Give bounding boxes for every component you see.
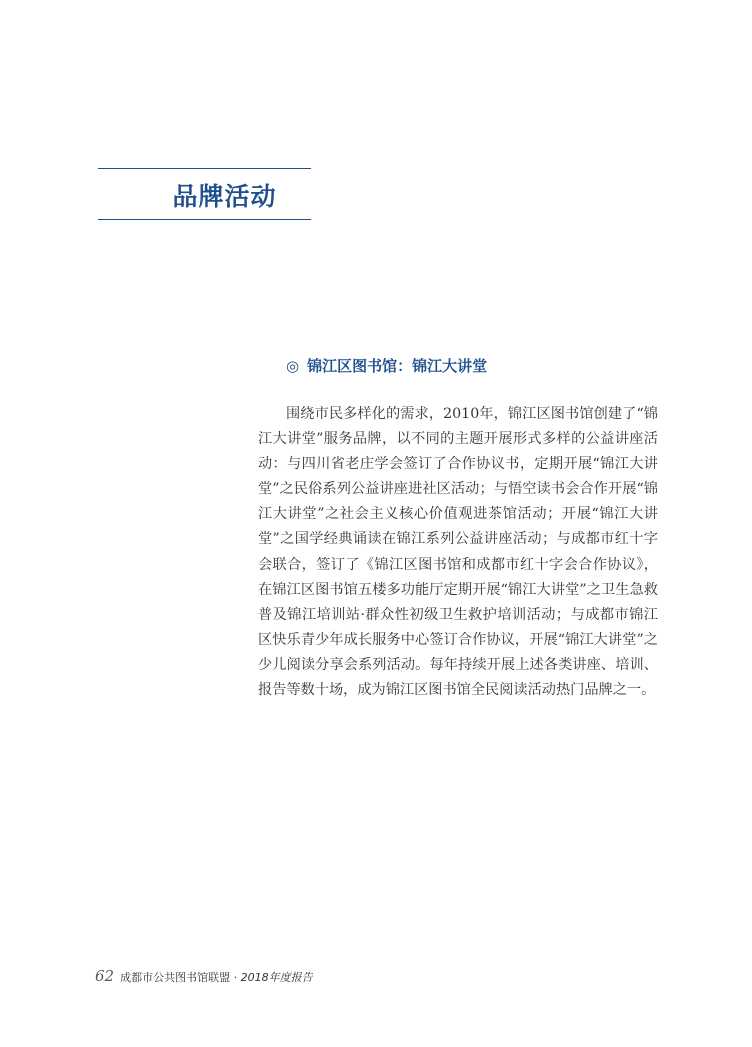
article-heading-text: 锦江区图书馆：锦江大讲堂 xyxy=(307,357,488,375)
section-header xyxy=(98,168,311,220)
circle-bullet-icon: ◎ xyxy=(286,357,300,375)
page-footer xyxy=(95,967,313,985)
page-number: 62 xyxy=(95,967,115,985)
publication-name: 成都市公共图书馆联盟 · xyxy=(120,971,241,984)
section-title: 品牌活动 xyxy=(172,182,277,211)
report-title: 2018年度报告 xyxy=(240,971,313,984)
article-body: 围绕市民多样化的需求，2010年，锦江区图书馆创建了“锦江大讲堂”服务品牌，以不同的主题开展形式多样的公益讲座活动：与四川省老庄学会签订了合作协议书，定期开展“锦江大讲堂”之民俗系列公益讲座进社区活动；与悟空读书会合作开展“锦江大讲堂”之社会主义核心价值观进茶馆活动；开展“锦江大讲堂”之国学经典诵读在锦江系列公益讲座活动；与成都市红十字会联合，签订了《锦江区图书馆和成都市红十字会合作协议》，在锦江区图书馆五楼多功能厅定期开展“锦江大讲堂”之卫生急救普及锦江培训站·群众性初级卫生救护培训活动；与成都市锦江区快乐青少年成长服务中心签订合作协议，开展“锦江大讲堂”之少儿阅读分享会系列活动。每年持续开展上述各类讲座、培训、报告等数十场，成为锦江区图书馆全民阅读活动热门品牌之一。 xyxy=(258,406,658,699)
article-heading xyxy=(286,355,487,376)
